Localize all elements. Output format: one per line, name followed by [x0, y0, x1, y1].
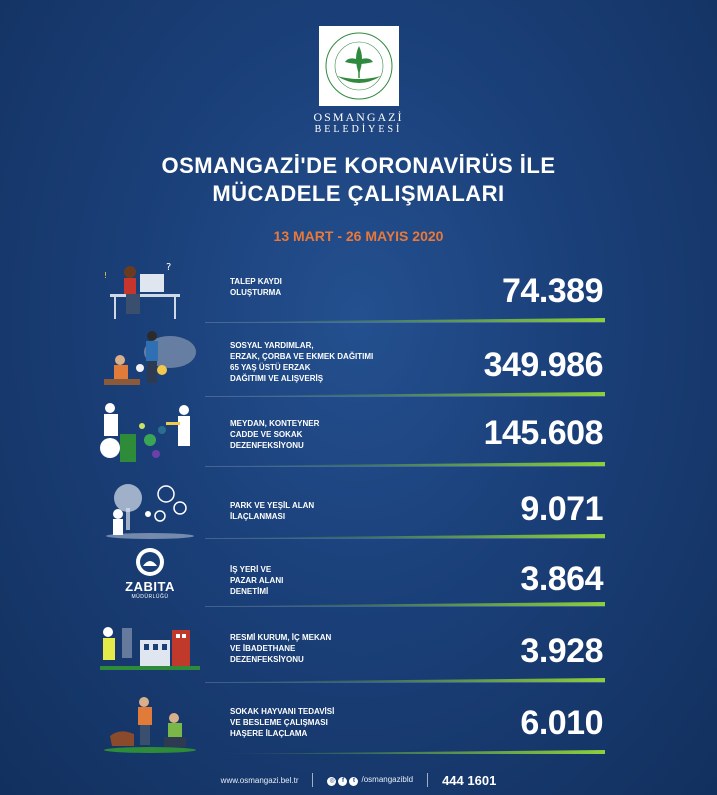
- svg-text:?: ?: [166, 262, 172, 273]
- phone-number[interactable]: 444 1601: [442, 772, 497, 788]
- social-icons: [327, 777, 358, 786]
- stat-bar: [205, 750, 605, 754]
- call-center-icon: [100, 258, 200, 322]
- page-title-line2: MÜCADELE ÇALIŞMALARI: [212, 181, 505, 206]
- stat-value: 3.928: [520, 632, 603, 670]
- divider: [205, 322, 605, 323]
- website-link[interactable]: www.osmangazi.bel.tr: [220, 775, 299, 785]
- date-range: 13 MART - 26 MAYIS 2020: [273, 228, 444, 244]
- divider: [205, 538, 605, 539]
- divider: [205, 396, 605, 397]
- org-name-line1: OSMANGAZİ: [313, 110, 404, 124]
- footer-divider: [312, 773, 313, 787]
- zabita-icon: [100, 546, 200, 610]
- stat-value: 145.608: [483, 414, 603, 452]
- org-name-line2: BELEDİYESİ: [314, 124, 403, 135]
- stat-value: 349.986: [483, 346, 603, 384]
- stat-label: MEYDAN, KONTEYNER CADDE VE SOKAK DEZENFEKSİYONU: [230, 419, 320, 450]
- animal-care-icon: [100, 692, 200, 756]
- social-handle[interactable]: ◎ f t /osmangazibld: [329, 774, 414, 784]
- stat-value: 9.071: [520, 490, 603, 528]
- svg-text:!: !: [104, 271, 108, 280]
- divider: [205, 606, 605, 607]
- zabita-emblem-icon: [132, 546, 168, 578]
- divider: [205, 682, 605, 683]
- park-spray-icon: [100, 478, 200, 542]
- stat-label: RESMİ KURUM, İÇ MEKAN VE İBADETHANE DEZENFEKSİYONU: [230, 633, 332, 664]
- food-aid-icon: [100, 330, 200, 394]
- divider: [205, 466, 605, 467]
- facebook-icon: f: [338, 777, 347, 786]
- instagram-icon: ◎: [329, 777, 335, 784]
- zabita-subtitle: MÜDÜRLÜĞÜ: [131, 594, 169, 600]
- stat-label: SOSYAL YARDIMLAR, ERZAK, ÇORBA VE EKMEK DAĞITIMI 65 YAŞ ÜSTÜ ERZAK DAĞITIMI VE ALIŞVERİŞ: [230, 341, 374, 383]
- municipality-logo: [319, 26, 399, 106]
- zabita-title: ZABITA: [125, 579, 175, 594]
- stat-value: 3.864: [520, 560, 603, 598]
- disinfection-icon: [100, 400, 200, 464]
- twitter-icon: t: [349, 777, 358, 786]
- stat-label: TALEP KAYDI OLUŞTURMA: [230, 277, 282, 297]
- stat-label: PARK VE YEŞİL ALAN İLAÇLANMASI: [230, 501, 315, 521]
- building-disinfection-icon: [100, 618, 200, 682]
- stat-value: 74.389: [502, 272, 603, 310]
- leaf-emblem-icon: [323, 30, 395, 102]
- page-title-line1: OSMANGAZİ'DE KORONAVİRÜS İLE: [161, 153, 556, 178]
- footer: [0, 772, 717, 788]
- stat-value: 6.010: [520, 704, 603, 742]
- stat-label: İŞ YERİ VE PAZAR ALANI DENETİMİ: [230, 565, 284, 596]
- footer-divider: [427, 773, 428, 787]
- stat-label: SOKAK HAYVANI TEDAVİSİ VE BESLEME ÇALIŞMASI HAŞERE İLAÇLAMA: [230, 707, 335, 738]
